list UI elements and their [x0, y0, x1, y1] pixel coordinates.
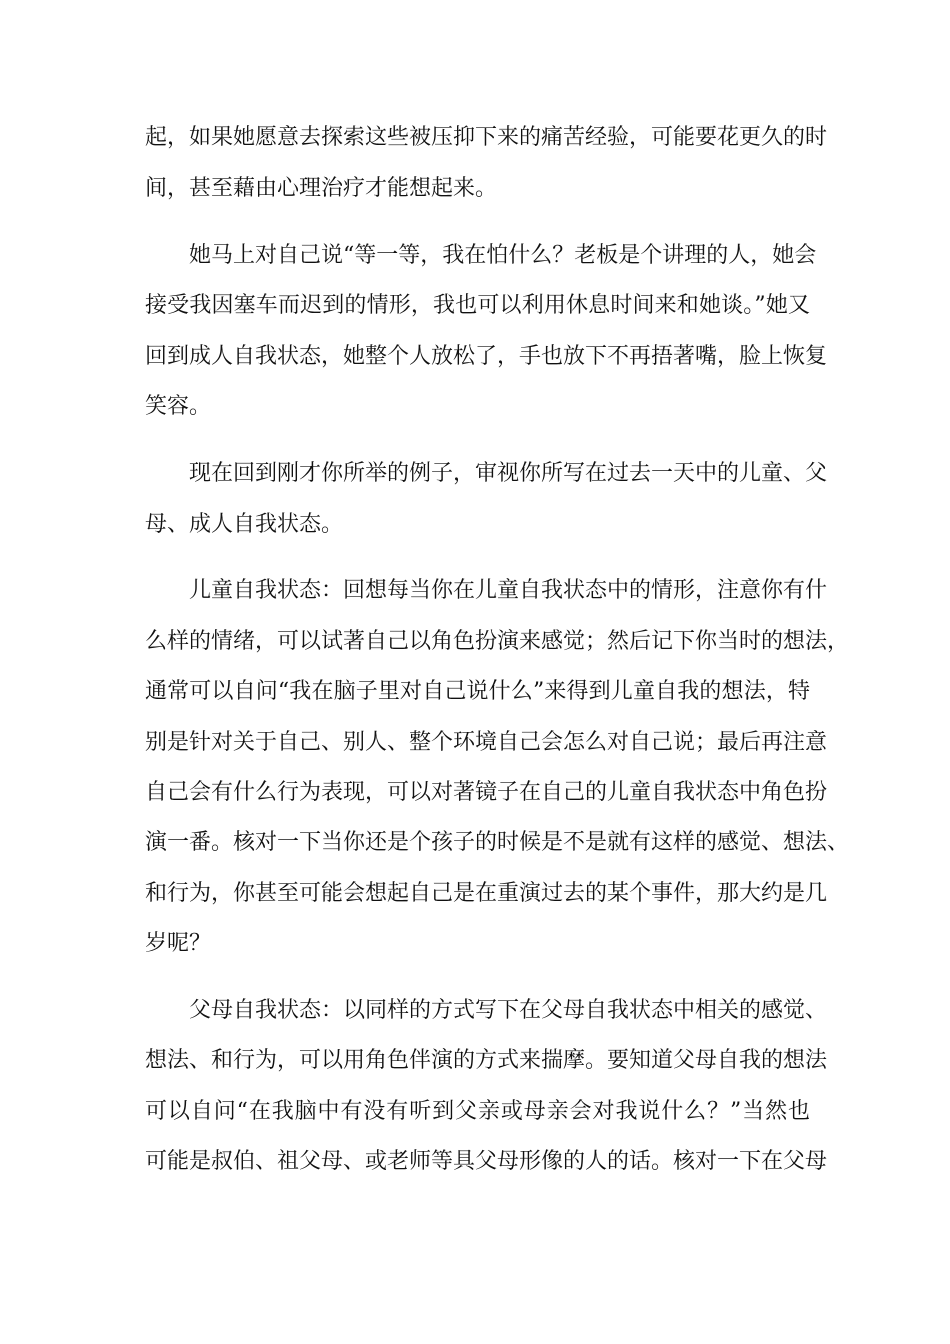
- text-line: 母、成人自我状态。: [145, 512, 344, 537]
- text-line: 想法、和行为，可以用角色伴演的方式来揣摩。要知道父母自我的想法: [145, 1048, 828, 1073]
- text-line: 起，如果她愿意去探索这些被压抑下来的痛苦经验，可能要花更久的时: [145, 125, 828, 150]
- text-line: 儿童自我状态：回想每当你在儿童自我状态中的情形，注意你有什: [189, 578, 828, 603]
- text-line: 可以自问“在我脑中有没有听到父亲或母亲会对我说什么？”当然也: [145, 1099, 810, 1124]
- text-line: 可能是叔伯、祖父母、或老师等具父母形像的人的话。核对一下在父母: [145, 1149, 828, 1174]
- text-line: 父母自我状态：以同样的方式写下在父母自我状态中相关的感觉、: [189, 998, 828, 1023]
- text-line: 现在回到刚才你所举的例子，审视你所写在过去一天中的儿童、父: [189, 461, 828, 486]
- text-line: 回到成人自我状态，她整个人放松了，手也放下不再捂著嘴，脸上恢复: [145, 344, 828, 369]
- text-line: 笑容。: [145, 394, 212, 419]
- text-line: 别是针对关于自己、别人、整个环境自己会怎么对自己说；最后再注意: [145, 730, 828, 755]
- text-line: 间，甚至藉由心理治疗才能想起来。: [145, 176, 498, 201]
- text-line: 通常可以自问“我在脑子里对自己说什么”来得到儿童自我的想法，特: [145, 679, 810, 704]
- text-line: 演一番。核对一下当你还是个孩子的时候是不是就有这样的感觉、想法、: [145, 830, 850, 855]
- text-line: 岁呢？: [145, 931, 212, 956]
- text-line: 自己会有什么行为表现，可以对著镜子在自己的儿童自我状态中角色扮: [145, 780, 828, 805]
- text-line: 么样的情绪，可以试著自己以角色扮演来感觉；然后记下你当时的想法，: [145, 629, 850, 654]
- text-line: 接受我因塞车而迟到的情形，我也可以利用休息时间来和她谈。”她又: [145, 293, 810, 318]
- text-line: 她马上对自己说“等一等，我在怕什么？老板是个讲理的人，她会: [189, 243, 817, 268]
- text-line: 和行为，你甚至可能会想起自己是在重演过去的某个事件，那大约是几: [145, 881, 828, 906]
